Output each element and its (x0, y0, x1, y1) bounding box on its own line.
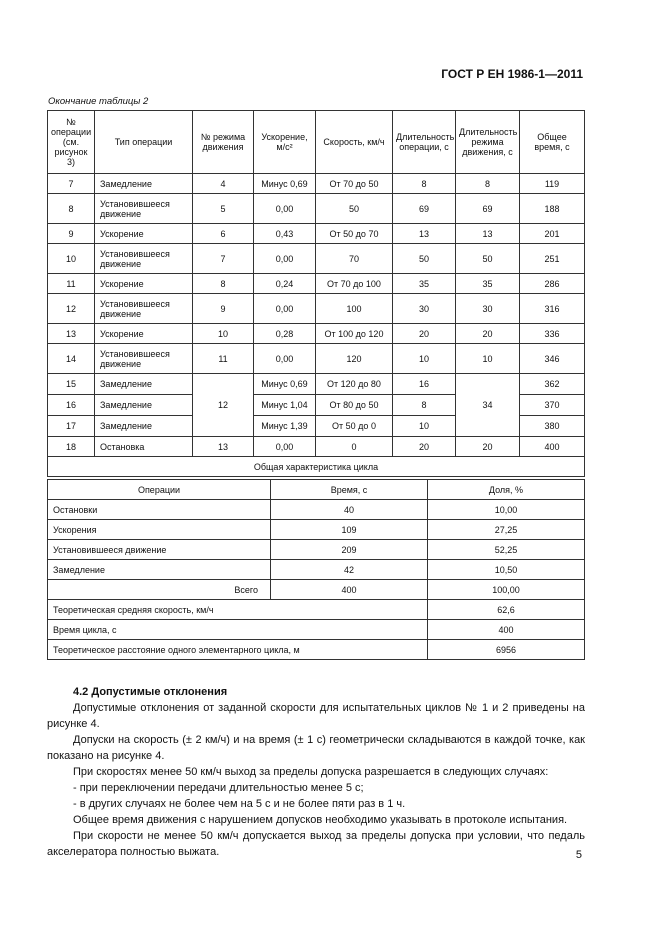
table-cell: 20 (456, 437, 520, 457)
table-cell: 69 (456, 194, 520, 224)
table-cell: 0,00 (254, 244, 316, 274)
table-cell: Минус 0,69 (254, 374, 316, 395)
table-cell: 10 (48, 244, 95, 274)
column-header: Скорость, км/ч (316, 111, 393, 174)
table-cell: От 100 до 120 (316, 324, 393, 344)
table-cell: 62,6 (428, 600, 585, 620)
table-cell: Минус 0,69 (254, 174, 316, 194)
table-cell: 109 (271, 520, 428, 540)
table-cell: 8 (456, 174, 520, 194)
table-cell: 362 (520, 374, 585, 395)
column-header: Тип операции (95, 111, 193, 174)
table-cell: От 50 до 0 (316, 416, 393, 437)
table-row (48, 600, 585, 620)
cycle-summary-table (47, 479, 585, 660)
column-header: Общее время, с (520, 111, 585, 174)
table-cell: 120 (316, 344, 393, 374)
table-cell: 20 (393, 324, 456, 344)
table-cell: 20 (456, 324, 520, 344)
table-row (48, 344, 585, 374)
table-row (48, 540, 585, 560)
table-cell: 10 (393, 344, 456, 374)
table-cell: 14 (48, 344, 95, 374)
document-code: ГОСТ Р ЕН 1986-1—2011 (441, 67, 583, 81)
table-cell: 316 (520, 294, 585, 324)
table-cell: 10,50 (428, 560, 585, 580)
table-cell: 7 (193, 244, 254, 274)
table-cell: 100,00 (428, 580, 585, 600)
table-cell: 6 (193, 224, 254, 244)
section-heading: 4.2 Допустимые отклонения (73, 686, 228, 698)
column-header: Длительность операции, с (393, 111, 456, 174)
summary-header: Операции (48, 480, 271, 500)
table-cell: 4 (193, 174, 254, 194)
table-cell: 16 (48, 395, 95, 416)
table-cell: 0 (316, 437, 393, 457)
table-row (48, 457, 585, 477)
table-cell: Замедление (95, 395, 193, 416)
table-cell: 0,28 (254, 324, 316, 344)
table-cell: 380 (520, 416, 585, 437)
table-cell: 10 (393, 416, 456, 437)
table-cell: Установившееся движение (95, 194, 193, 224)
table-cell: Замедление (48, 560, 271, 580)
table-cell: 18 (48, 437, 95, 457)
cycle-title: Общая характеристика цикла (48, 457, 585, 477)
table-row (48, 560, 585, 580)
table-cell: 13 (456, 224, 520, 244)
table-cell: 7 (48, 174, 95, 194)
table-cell: 20 (393, 437, 456, 457)
table-row (48, 294, 585, 324)
table-cell: Замедление (95, 374, 193, 395)
table-row (48, 274, 585, 294)
table-cell: 0,00 (254, 437, 316, 457)
table-cell: 370 (520, 395, 585, 416)
table-cell: Установившееся движение (95, 244, 193, 274)
list-item: - при переключении передачи длительностью менее 5 с; (73, 782, 364, 794)
table-cell: 10 (193, 324, 254, 344)
table-cell: 188 (520, 194, 585, 224)
table-cell: 6956 (428, 640, 585, 660)
table-cell: Теоретическая средняя скорость, км/ч (48, 600, 428, 620)
table-cell: 12 (48, 294, 95, 324)
table-cell: 9 (48, 224, 95, 244)
table-row (48, 324, 585, 344)
table-row (48, 437, 585, 457)
table-cell: 8 (48, 194, 95, 224)
table-cell: 13 (48, 324, 95, 344)
table-cell: Ускорение (95, 224, 193, 244)
table-cell: Минус 1,04 (254, 395, 316, 416)
table-cell: От 80 до 50 (316, 395, 393, 416)
table-cell: 15 (48, 374, 95, 395)
table-row (48, 580, 585, 600)
total-label: Всего (48, 580, 271, 600)
paragraph: Общее время движения с нарушением допусков необходимо указывать в протоколе испытания. (73, 814, 568, 826)
table-row (48, 374, 585, 395)
table-row (48, 194, 585, 224)
table-cell: 30 (393, 294, 456, 324)
table-cell: Установившееся движение (95, 344, 193, 374)
column-header: № режима движения (193, 111, 254, 174)
paragraph: При скорости не менее 50 км/ч допускается выход за пределы допуска при условии, что педаль акселератора полностью выжата. (47, 830, 585, 858)
table-cell: 0,00 (254, 294, 316, 324)
table-cell: 69 (393, 194, 456, 224)
paragraph: При скоростях менее 50 км/ч выход за пределы допуска разрешается в следующих случаях: (73, 766, 549, 778)
table-cell: От 70 до 100 (316, 274, 393, 294)
table-cell: Минус 1,39 (254, 416, 316, 437)
table-cell: Остановки (48, 500, 271, 520)
column-header: № операции (см. рисунок 3) (48, 111, 95, 174)
table-cell: От 70 до 50 (316, 174, 393, 194)
table-cell: 10,00 (428, 500, 585, 520)
table-cell: 286 (520, 274, 585, 294)
table-cell: 251 (520, 244, 585, 274)
table-cell: Ускорение (95, 324, 193, 344)
table-cell: 16 (393, 374, 456, 395)
table-cell: 8 (393, 174, 456, 194)
table-row (48, 520, 585, 540)
table-cell: 100 (316, 294, 393, 324)
table-cell: 336 (520, 324, 585, 344)
table-cell: 27,25 (428, 520, 585, 540)
list-item: - в других случаях не более чем на 5 с и не более пяти раз в 1 ч. (73, 798, 406, 810)
table-cell: 70 (316, 244, 393, 274)
table-cell: Теоретическое расстояние одного элементарного цикла, м (48, 640, 428, 660)
table-cell: 35 (393, 274, 456, 294)
table-cell: 13 (393, 224, 456, 244)
table-cell: Замедление (95, 174, 193, 194)
operations-table (47, 110, 585, 477)
table-cell: 209 (271, 540, 428, 560)
table-row (48, 500, 585, 520)
table-cell: 35 (456, 274, 520, 294)
table-caption: Окончание таблицы 2 (48, 96, 149, 107)
section-text (47, 684, 585, 860)
table-row (48, 174, 585, 194)
table-cell: 12 (193, 374, 254, 437)
summary-header: Доля, % (428, 480, 585, 500)
table-row (48, 640, 585, 660)
table-row (48, 224, 585, 244)
table-cell: Установившееся движение (95, 294, 193, 324)
paragraph: Допуски на скорость (± 2 км/ч) и на время (± 1 с) геометрически складываются в каждой точке, как показано на рисунке 4. (47, 734, 585, 762)
table-cell: 5 (193, 194, 254, 224)
table-cell: 52,25 (428, 540, 585, 560)
table-cell: 50 (316, 194, 393, 224)
table-cell: Ускорения (48, 520, 271, 540)
summary-header: Время, с (271, 480, 428, 500)
table-row (48, 244, 585, 274)
table-row (48, 620, 585, 640)
column-header: Длительность режима движения, с (456, 111, 520, 174)
table-cell: 42 (271, 560, 428, 580)
table-cell: 400 (428, 620, 585, 640)
table-cell: От 120 до 80 (316, 374, 393, 395)
table-cell: 13 (193, 437, 254, 457)
table-cell: 0,00 (254, 344, 316, 374)
table-cell: 8 (393, 395, 456, 416)
table-cell: 10 (456, 344, 520, 374)
page-number: 5 (575, 849, 582, 861)
table-cell: 0,43 (254, 224, 316, 244)
table-cell: 50 (456, 244, 520, 274)
table-cell: 346 (520, 344, 585, 374)
table-cell: Замедление (95, 416, 193, 437)
table-cell: 0,00 (254, 194, 316, 224)
table-cell: 8 (193, 274, 254, 294)
table-cell: 9 (193, 294, 254, 324)
table-cell: Ускорение (95, 274, 193, 294)
table-cell: Остановка (95, 437, 193, 457)
table-cell: Установившееся движение (48, 540, 271, 560)
table-cell: Время цикла, с (48, 620, 428, 640)
table-cell: 34 (456, 374, 520, 437)
table-cell: От 50 до 70 (316, 224, 393, 244)
table-cell: 50 (393, 244, 456, 274)
table-cell: 119 (520, 174, 585, 194)
table-cell: 11 (193, 344, 254, 374)
table-cell: 11 (48, 274, 95, 294)
table-cell: 400 (520, 437, 585, 457)
table-cell: 17 (48, 416, 95, 437)
table-cell: 0,24 (254, 274, 316, 294)
table-cell: 30 (456, 294, 520, 324)
column-header: Ускорение, м/с² (254, 111, 316, 174)
paragraph: Допустимые отклонения от заданной скорости для испытательных циклов № 1 и 2 приведены на рисунке 4. (47, 702, 585, 730)
table-cell: 40 (271, 500, 428, 520)
table-cell: 400 (271, 580, 428, 600)
table-cell: 201 (520, 224, 585, 244)
